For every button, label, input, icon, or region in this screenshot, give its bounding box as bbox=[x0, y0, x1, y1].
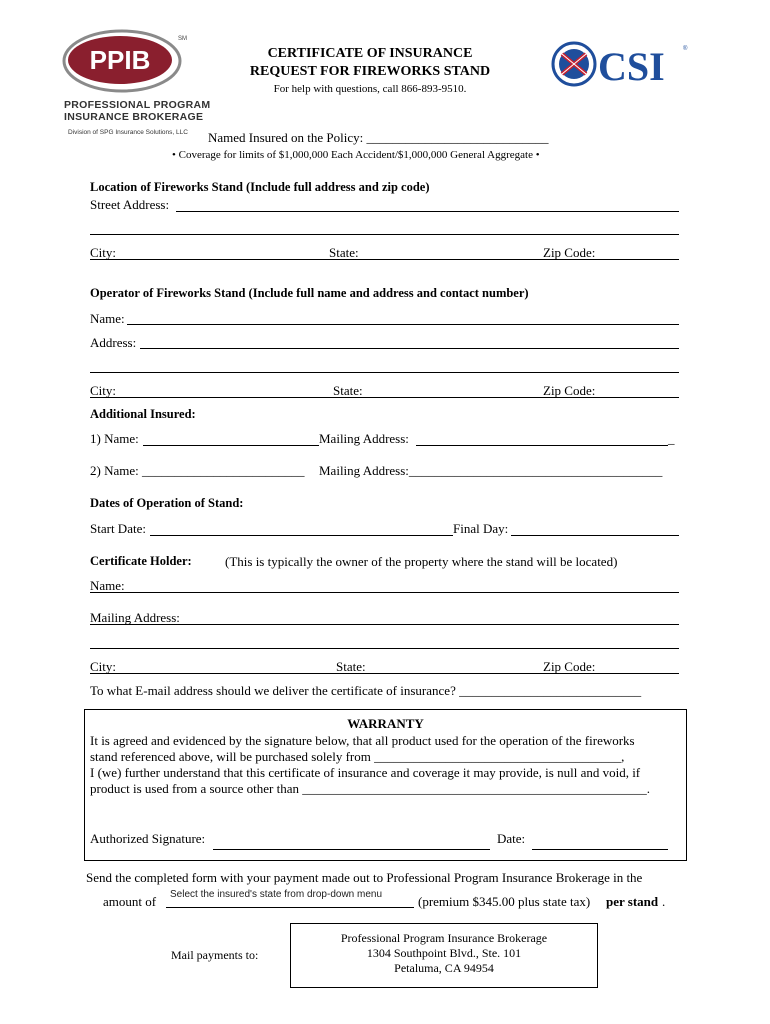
warranty-line1: It is agreed and evidenced by the signature below, that all product used for the operation of the fireworks bbox=[90, 733, 635, 748]
operator-city-label: City: bbox=[90, 383, 117, 398]
named-insured-label: Named Insured on the Policy: ____________________________ bbox=[208, 130, 549, 145]
amount-of-label: amount of bbox=[103, 894, 157, 909]
location-city-label: City: bbox=[90, 245, 117, 260]
premium-text: (premium $345.00 plus state tax) bbox=[418, 894, 591, 909]
location-heading: Location of Fireworks Stand (Include full address and zip code) bbox=[90, 180, 430, 194]
csi-logo bbox=[550, 40, 690, 88]
email-question[interactable]: To what E-mail address should we deliver the certificate of insurance? ____________________________ bbox=[90, 683, 642, 698]
holder-state-label: State: bbox=[336, 659, 366, 674]
street-address-line[interactable] bbox=[176, 211, 679, 212]
mail-payments-label: Mail payments to: bbox=[171, 948, 259, 962]
warranty-line3: I (we) further understand that this certificate of insurance and coverage it may provide, is null and void, if bbox=[90, 765, 641, 780]
certificate-holder-note: (This is typically the owner of the property where the stand will be located) bbox=[225, 554, 618, 569]
mailing-address-line2: 1304 Southpoint Blvd., Ste. 101 bbox=[366, 946, 522, 960]
per-stand-text: per stand bbox=[606, 894, 659, 909]
holder-zip-label: Zip Code: bbox=[543, 659, 596, 674]
authorized-signature-label: Authorized Signature: bbox=[90, 831, 206, 846]
help-text: For help with questions, call 866-893-9510. bbox=[273, 83, 467, 95]
additional-insured-1-mailing-label: Mailing Address: bbox=[319, 431, 409, 446]
state-select-line[interactable] bbox=[166, 907, 414, 908]
street-address-line-2[interactable] bbox=[90, 234, 679, 235]
holder-city-label: City: bbox=[90, 659, 117, 674]
coverage-limits: • Coverage for limits of $1,000,000 Each Accident/$1,000,000 General Aggregate • bbox=[172, 149, 540, 161]
mailing-address-line1: Professional Program Insurance Brokerage bbox=[340, 931, 548, 945]
holder-name-label: Name: bbox=[90, 578, 125, 593]
form-title-line1: CERTIFICATE OF INSURANCE bbox=[267, 46, 473, 61]
signature-date-line[interactable] bbox=[532, 849, 668, 850]
svg-text:SM: SM bbox=[178, 36, 187, 42]
ppib-division: Division of SPG Insurance Solutions, LLC bbox=[68, 129, 188, 136]
svg-text:®: ® bbox=[683, 46, 688, 52]
location-zip-label: Zip Code: bbox=[543, 245, 596, 260]
operator-heading: Operator of Fireworks Stand (Include full name and address and contact number) bbox=[90, 286, 529, 300]
dates-heading: Dates of Operation of Stand: bbox=[90, 496, 244, 510]
operator-zip-label: Zip Code: bbox=[543, 383, 596, 398]
warranty-title: WARRANTY bbox=[347, 716, 424, 731]
holder-mailing-line[interactable] bbox=[90, 624, 679, 625]
warranty-line4[interactable]: product is used from a source other than _____________________________________________________. bbox=[90, 781, 651, 796]
operator-name-line[interactable] bbox=[127, 324, 679, 325]
operator-address-label: Address: bbox=[90, 335, 137, 350]
holder-mailing-line-2[interactable] bbox=[90, 648, 679, 649]
location-state-label: State: bbox=[329, 245, 359, 260]
operator-state-label: State: bbox=[333, 383, 363, 398]
holder-name-line[interactable] bbox=[90, 592, 679, 593]
street-address-label: Street Address: bbox=[90, 197, 170, 212]
additional-insured-1-name-label: 1) Name: bbox=[90, 431, 139, 446]
signature-date-label: Date: bbox=[497, 831, 526, 846]
additional-insured-1-tail: _ bbox=[668, 431, 675, 446]
operator-address-line-2[interactable] bbox=[90, 372, 679, 373]
per-stand-period: . bbox=[662, 894, 666, 909]
csi-logo-text: CSI bbox=[598, 44, 665, 88]
additional-insured-2-mailing[interactable]: Mailing Address:_______________________________________ bbox=[319, 463, 663, 478]
operator-address-line[interactable] bbox=[140, 348, 679, 349]
final-day-label: Final Day: bbox=[453, 521, 509, 536]
additional-insured-2-name[interactable]: 2) Name: _________________________ bbox=[90, 463, 305, 478]
start-date-line[interactable] bbox=[150, 535, 453, 536]
operator-name-label: Name: bbox=[90, 311, 125, 326]
authorized-signature-line[interactable] bbox=[213, 849, 490, 850]
certificate-holder-heading: Certificate Holder: bbox=[90, 554, 192, 568]
holder-mailing-label: Mailing Address: bbox=[90, 610, 180, 625]
ppib-tagline-2: INSURANCE BROKERAGE bbox=[64, 111, 204, 123]
additional-insured-heading: Additional Insured: bbox=[90, 407, 196, 421]
payment-instructions: Send the completed form with your payment made out to Professional Program Insurance Brokerage in the bbox=[86, 870, 643, 885]
ppib-tagline-1: PROFESSIONAL PROGRAM bbox=[64, 99, 211, 111]
ppib-logo-text: PPIB bbox=[89, 45, 151, 75]
start-date-label: Start Date: bbox=[90, 521, 146, 536]
final-day-line[interactable] bbox=[511, 535, 679, 536]
mailing-address-line3: Petaluma, CA 94954 bbox=[394, 961, 494, 975]
state-select-dropdown[interactable]: Select the insured's state from drop-down menu bbox=[170, 889, 383, 900]
form-title-line2: REQUEST FOR FIREWORKS STAND bbox=[249, 64, 491, 79]
additional-insured-1-name-line[interactable] bbox=[143, 445, 319, 446]
additional-insured-1-mailing-line[interactable] bbox=[416, 445, 668, 446]
warranty-line2[interactable]: stand referenced above, will be purchased solely from ______________________________________, bbox=[90, 749, 625, 764]
